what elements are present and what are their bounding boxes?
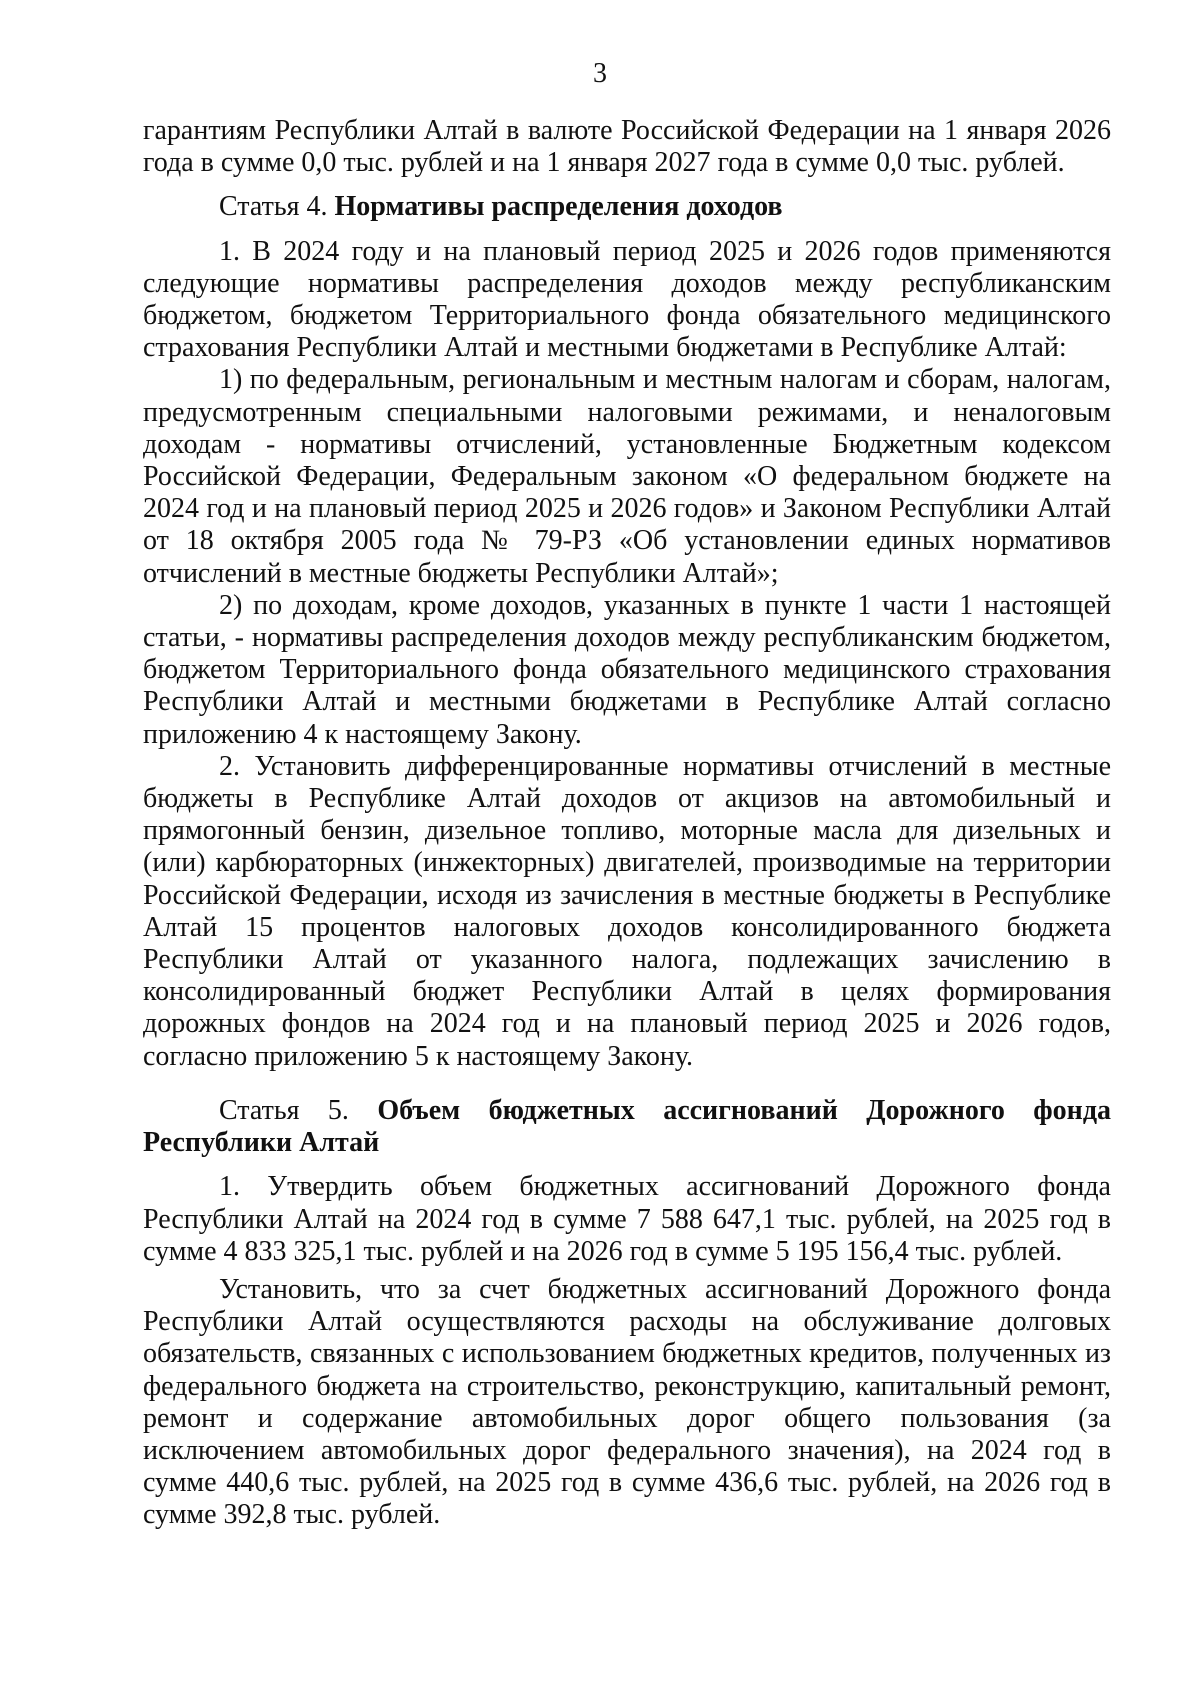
- paragraph-art4-item1: 1. В 2024 году и на плановый период 2025 и 2026 годов применяются следующие нормативы распределения доходов между республиканским бюджетом, бюджетом Территориального фонда обязательного медицинского страхования Республики Алтай и местными бюджетами в Республике Алтай:: [143, 235, 1111, 364]
- paragraph-art4-sub1: 1) по федеральным, региональным и местным налогам и сборам, налогам, предусмотренным специальными налоговыми режимами, и неналоговым доходам - нормативы отчислений, установленные Бюджетным кодексом Российской Федерации, Федеральным законом «О федеральном бюджете на 2024 год и на плановый период 2025 и 2026 годов» и Законом Республики Алтай от 18 октября 2005 года № 79-РЗ «Об установлении единых нормативов отчислений в местные бюджеты Республики Алтай»;: [143, 364, 1111, 589]
- document-body: [143, 115, 1111, 1532]
- paragraph-art4-item2: 2. Установить дифференцированные нормативы отчислений в местные бюджеты в Республике Алтай доходов от акцизов на автомобильный и прямогонный бензин, дизельное топливо, моторные масла для дизельных и (или) карбюраторных (инжекторных) двигателей, производимые на территории Российской Федерации, исходя из зачисления в местные бюджеты в Республике Алтай 15 процентов налоговых доходов консолидированного бюджета Республики Алтай от указанного налога, подлежащих зачислению в консолидированный бюджет Республики Алтай в целях формирования дорожных фондов на 2024 год и на плановый период 2025 и 2026 годов, согласно приложению 5 к настоящему Закону.: [143, 750, 1111, 1072]
- page-number: 3: [593, 58, 607, 89]
- paragraph-art5-item1: 1. Утвердить объем бюджетных ассигнований Дорожного фонда Республики Алтай на 2024 год в сумме 7 588 647,1 тыс. рублей, на 2025 год в сумме 4 833 325,1 тыс. рублей и на 2026 год в сумме 5 195 156,4 тыс. рублей.: [143, 1171, 1111, 1267]
- article-4-heading: [143, 191, 1111, 223]
- article-5-label: Статья 5.: [219, 1094, 378, 1126]
- article-4-title: Нормативы распределения доходов: [334, 191, 783, 223]
- article-5-title: Объем бюджетных ассигнований Дорожного фонда Республики Алтай: [143, 1094, 1111, 1159]
- paragraph-art5-expenses: Установить, что за счет бюджетных ассигнований Дорожного фонда Республики Алтай осуществляются расходы на обслуживание долговых обязательств, связанных с использованием бюджетных кредитов, полученных из федерального бюджета на строительство, реконструкцию, капитальный ремонт, ремонт и содержание автомобильных дорог общего пользования (за исключением автомобильных дорог федерального значения), на 2024 год в сумме 440,6 тыс. рублей, на 2025 год в сумме 436,6 тыс. рублей, на 2026 год в сумме 392,8 тыс. рублей.: [143, 1273, 1111, 1531]
- article-5-heading: [143, 1095, 1111, 1159]
- article-4-label: Статья 4.: [219, 191, 335, 223]
- paragraph-art4-sub2: 2) по доходам, кроме доходов, указанных в пункте 1 части 1 настоящей статьи, - нормативы распределения доходов между республиканским бюджетом, бюджетом Территориального фонда обязательного медицинского страхования Республики Алтай и местными бюджетами в Республике Алтай согласно приложению 4 к настоящему Закону.: [143, 589, 1111, 750]
- paragraph-guarantees: гарантиям Республики Алтай в валюте Российской Федерации на 1 января 2026 года в сумме 0,0 тыс. рублей и на 1 января 2027 года в сумме 0,0 тыс. рублей.: [143, 115, 1111, 179]
